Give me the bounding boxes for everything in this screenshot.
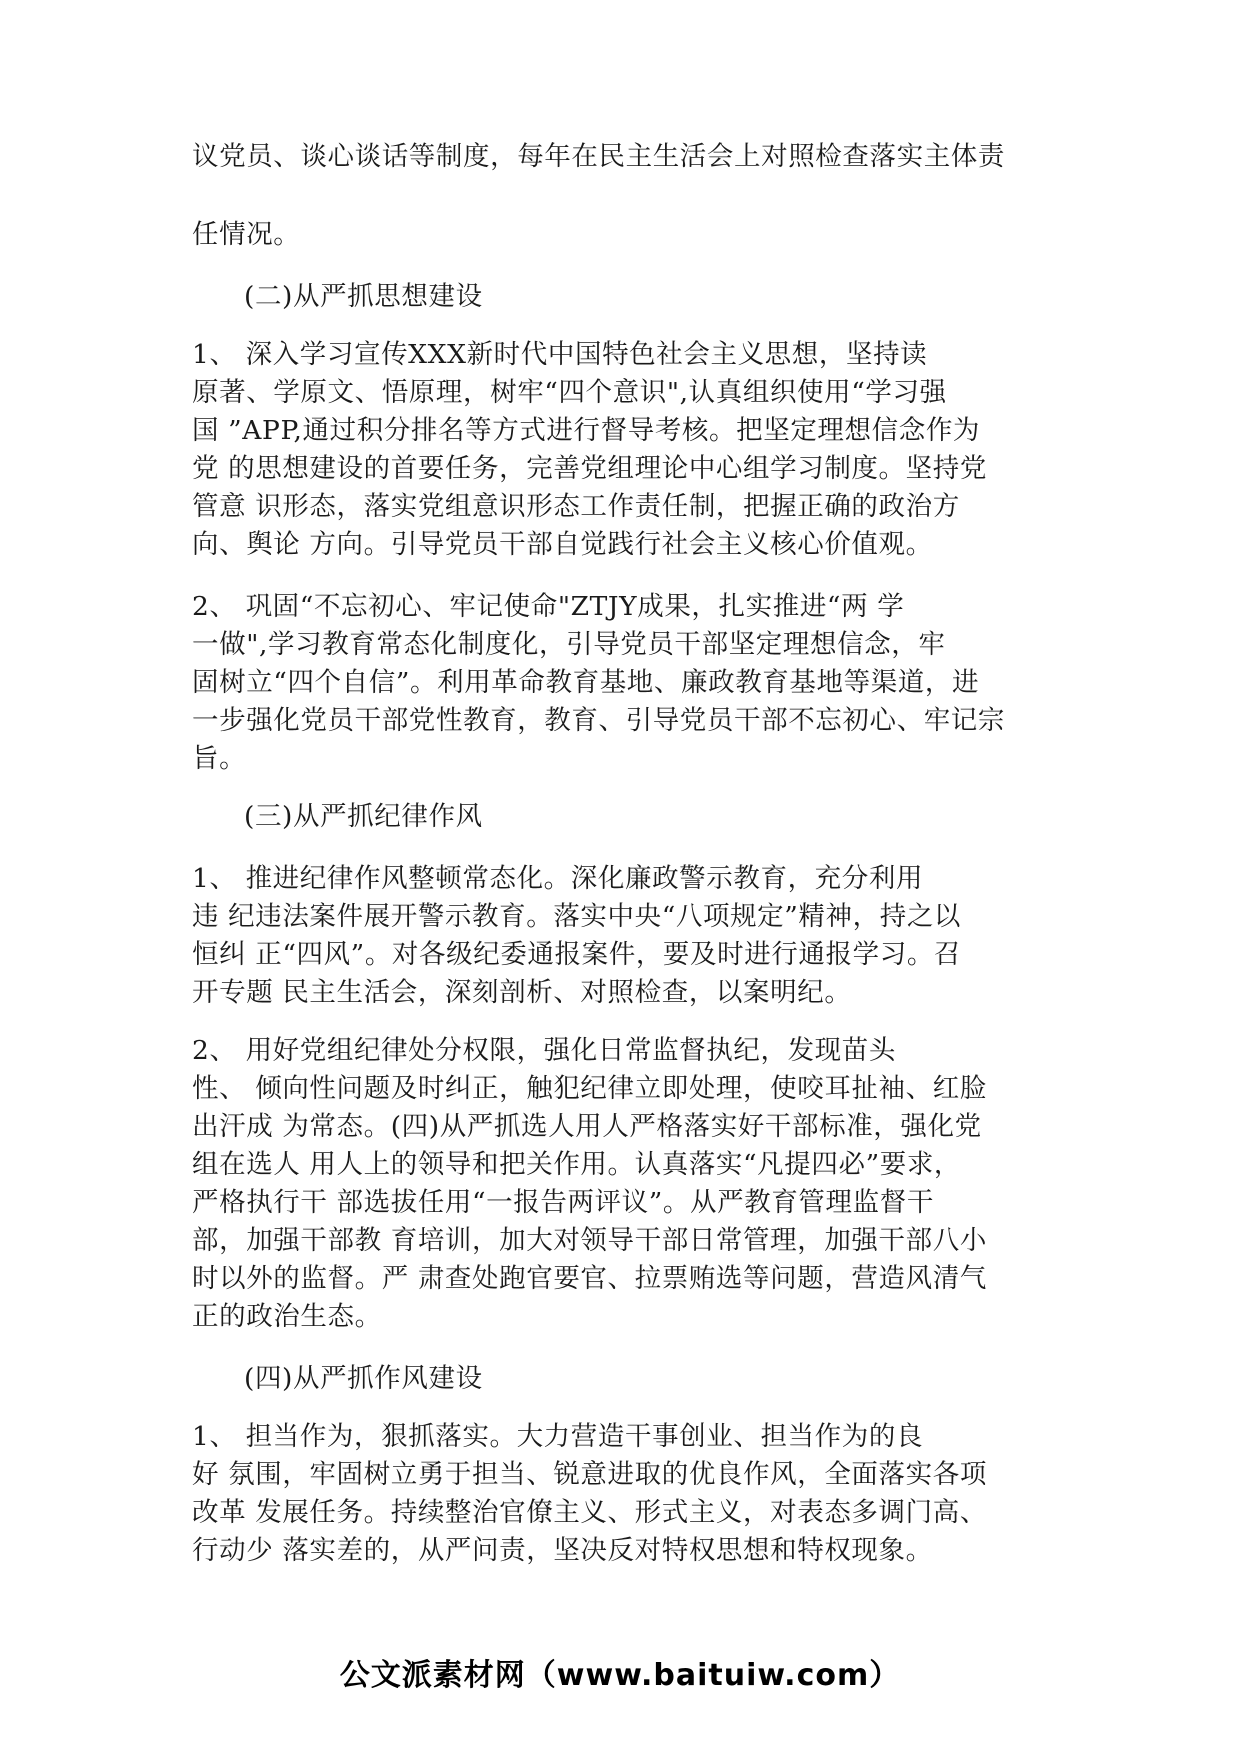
paragraph [192,860,1052,1012]
text-line: 任情况。 [192,219,301,250]
spacer [192,1336,1052,1360]
text-line: 向、舆论 方向。引导党员干部自觉践行社会主义核心价值观。 [192,529,933,560]
spacer [192,254,1052,278]
section-heading [192,798,1052,836]
text-line: 改革 发展任务。持续整治官僚主义、形式主义，对表态多调门高、 [192,1497,987,1528]
text-line: 恒纠 正“四风”。对各级纪委通报案件，要及时进行通报学习。召 [192,939,962,970]
text-line: (三)从严抓纪律作风 [244,801,483,832]
text-line: 党 的思想建设的首要任务，完善党组理论中心组学习制度。坚持党 [192,453,987,484]
text-line: 部，加强干部教 育培训，加大对领导干部日常管理，加强干部八小 [192,1225,987,1256]
text-line: 1、 推进纪律作风整顿常态化。深化廉政警示教育，充分利用 [192,863,924,894]
text-line: 性、 倾向性问题及时纠正，触犯纪律立即处理，使咬耳扯袖、红脸 [192,1073,987,1104]
paragraph [192,336,1052,564]
text-line: 时以外的监督。严 肃查处跑官要官、拉票贿选等问题，营造风清气 [192,1263,987,1294]
text-line: 开专题 民主生活会，深刻剖析、对照检查，以案明纪。 [192,977,852,1008]
paragraph [192,138,1052,176]
paragraph [192,1418,1052,1570]
spacer [192,316,1052,336]
text-line: 一做",学习教育常态化制度化，引导党员干部坚定理想信念，牢 [192,629,946,660]
spacer [192,564,1052,588]
text-line: 原著、学原文、悟原理，树牢“四个意识",认真组织使用“学习强 [192,377,947,408]
text-line: (四)从严抓作风建设 [244,1363,483,1394]
text-line: 出汗成 为常态。(四)从严抓选人用人严格落实好干部标准，强化党 [192,1111,982,1142]
text-line: 国 ”APP,通过积分排名等方式进行督导考核。把坚定理想信念作为 [192,415,981,446]
text-line: 2、 用好党组纪律处分权限，强化日常监督执纪，发现苗头 [192,1035,896,1066]
text-line: 固树立“四个自信”。利用革命教育基地、廉政教育基地等渠道，进 [192,667,980,698]
paragraph [192,588,1052,778]
text-line: 2、 巩固“不忘初心、牢记使命"ZTJY成果，扎实推进“两 学 [192,591,905,622]
text-line: 行动少 落实差的，从严问责，坚决反对特权思想和特权现象。 [192,1535,933,1566]
spacer [192,176,1052,216]
text-line: (二)从严抓思想建设 [244,281,483,312]
footer-watermark: 公文派素材网（www.baituiw.com） [339,1658,901,1693]
spacer [192,1012,1052,1032]
text-line: 组在选人 用人上的领导和把关作用。认真落实“凡提四必”要求， [192,1149,962,1180]
text-line: 正的政治生态。 [192,1301,382,1332]
paragraph [192,216,1052,254]
text-line: 严格执行干 部选拔任用“一报告两评议”。从严教育管理监督干 [192,1187,934,1218]
text-line: 好 氛围，牢固树立勇于担当、锐意进取的优良作风，全面落实各项 [192,1459,987,1490]
paragraph [192,1032,1052,1336]
text-line: 1、 担当作为，狠抓落实。大力营造干事创业、担当作为的良 [192,1421,924,1452]
text-line: 管意 识形态，落实党组意识形态工作责任制，把握正确的政治方 [192,491,960,522]
text-line: 违 纪违法案件展开警示教育。落实中央“八项规定”精神，持之以 [192,901,962,932]
section-heading [192,278,1052,316]
text-line: 议党员、谈心谈话等制度，每年在民主生活会上对照检查落实主体责 [192,141,1005,172]
text-line: 1、 深入学习宣传XXX新时代中国特色社会主义思想，坚持读 [192,339,928,370]
section-heading [192,1360,1052,1398]
spacer [192,1398,1052,1418]
document-body [192,138,1052,1570]
spacer [192,836,1052,860]
spacer [192,778,1052,798]
text-line: 旨。 [192,743,247,774]
text-line: 一步强化党员干部党性教育，教育、引导党员干部不忘初心、牢记宗 [192,705,1005,736]
